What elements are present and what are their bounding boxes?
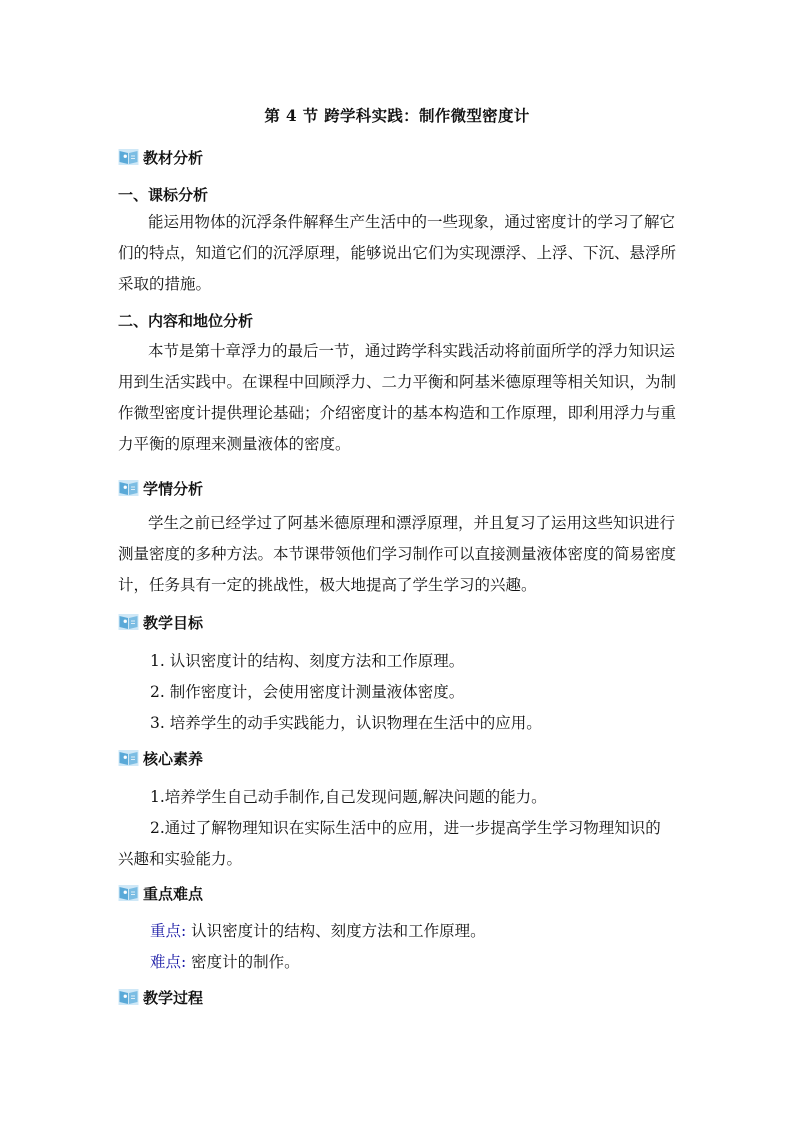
content-heading: 二、内容和地位分析 bbox=[118, 312, 254, 330]
core-item: 2.通过了解物理知识在实际生活中的应用，进一步提高学生学习物理知识的 bbox=[150, 819, 661, 837]
section-label: 教材分析 bbox=[143, 148, 204, 167]
objective-item: 1. 认识密度计的结构、刻度方法和工作原理。 bbox=[150, 652, 465, 670]
difficulty-text: 密度计的制作。 bbox=[186, 953, 300, 971]
section-label: 核心素养 bbox=[143, 749, 204, 768]
book-icon bbox=[118, 884, 139, 902]
key-point-line bbox=[150, 919, 486, 941]
content-text: 本节是第十章浮力的最后一节，通过跨学科实践活动将前面所学的浮力知识运用到生活实践中。在课程中回顾浮力、二力平衡和阿基米德原理等相关知识，为制作微型密度计提供理论基础；介绍密度计的基本构造和工作原理，即利用浮力与重力平衡的原理来测量液体的密度。 bbox=[118, 342, 677, 453]
key-text: 认识密度计的结构、刻度方法和工作原理。 bbox=[186, 922, 486, 940]
section-key-points bbox=[118, 882, 203, 904]
book-icon bbox=[118, 148, 139, 166]
book-icon bbox=[118, 613, 139, 631]
key-label: 重点: bbox=[150, 922, 187, 940]
page-title: 第 4 节 跨学科实践：制作微型密度计 bbox=[264, 106, 530, 125]
book-icon bbox=[118, 988, 139, 1006]
difficulty-line bbox=[150, 950, 300, 972]
section-textbook-analysis bbox=[118, 146, 203, 168]
section-objectives bbox=[118, 611, 203, 633]
objective-item: 3. 培养学生的动手实践能力，认识物理在生活中的应用。 bbox=[150, 714, 542, 732]
section-label: 学情分析 bbox=[143, 479, 204, 498]
section-process bbox=[118, 986, 203, 1008]
learner-text: 学生之前已经学过了阿基米德原理和漂浮原理，并且复习了运用这些知识进行测量密度的多种方法。本节课带领他们学习制作可以直接测量液体密度的简易密度计，任务具有一定的挑战性，极大地提高了学生学习的兴趣。 bbox=[118, 514, 677, 594]
book-icon bbox=[118, 749, 139, 767]
curriculum-text: 能运用物体的沉浮条件解释生产生活中的一些现象，通过密度计的学习了解它们的特点，知道它们的沉浮原理，能够说出它们为实现漂浮、上浮、下沉、悬浮所采取的措施。 bbox=[118, 213, 677, 293]
section-learner-analysis bbox=[118, 477, 203, 499]
core-item-continuation: 兴趣和实验能力。 bbox=[118, 850, 243, 868]
learner-paragraph bbox=[118, 508, 678, 601]
book-icon bbox=[118, 479, 139, 497]
section-label: 教学过程 bbox=[143, 988, 204, 1007]
section-core-literacy bbox=[118, 747, 203, 769]
core-item: 1.培养学生自己动手制作,自己发现问题,解决问题的能力。 bbox=[150, 788, 547, 806]
content-paragraph bbox=[118, 336, 678, 460]
difficulty-label: 难点: bbox=[150, 953, 187, 971]
section-label: 重点难点 bbox=[143, 884, 204, 903]
curriculum-paragraph bbox=[118, 207, 678, 300]
section-label: 教学目标 bbox=[143, 613, 204, 632]
objective-item: 2. 制作密度计，会使用密度计测量液体密度。 bbox=[150, 683, 465, 701]
curriculum-heading: 一、课标分析 bbox=[118, 186, 209, 204]
